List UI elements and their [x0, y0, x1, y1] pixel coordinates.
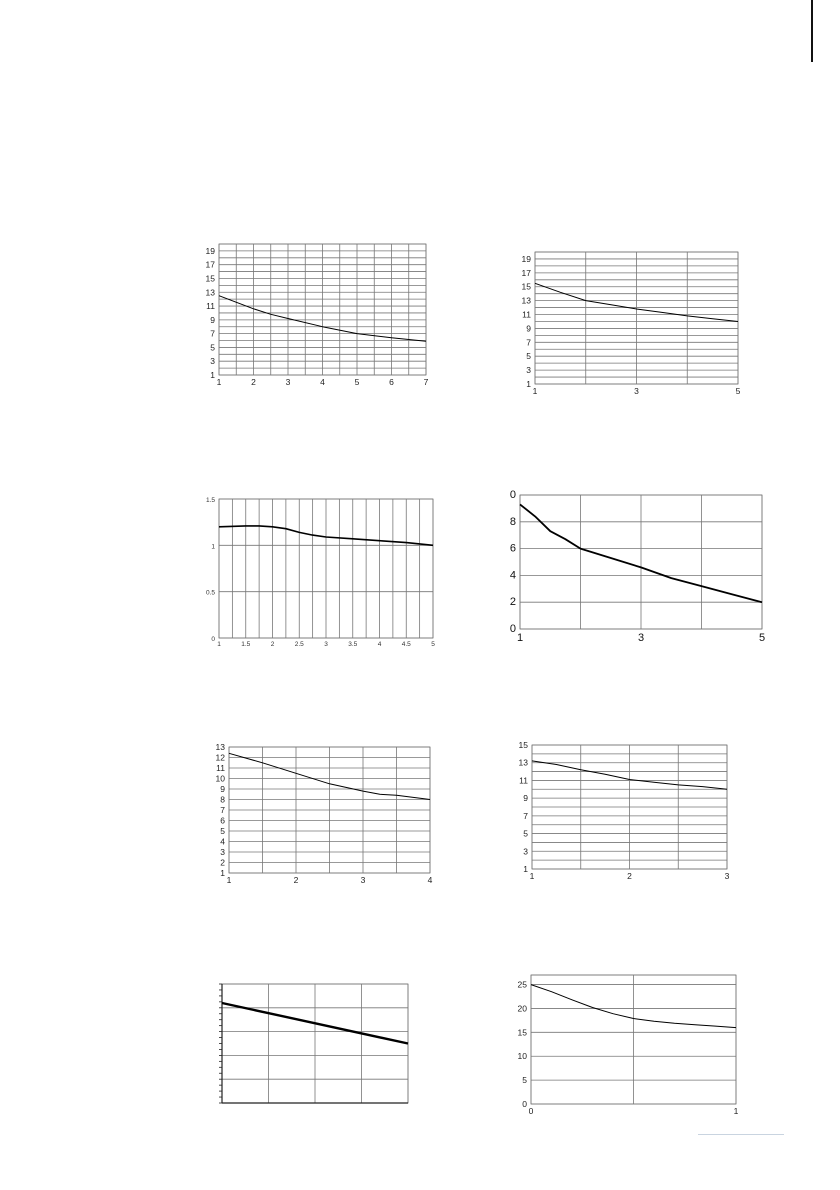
x-tick-label: 3 [360, 875, 366, 885]
footer-rule [698, 1134, 784, 1135]
x-tick-label: 2 [627, 871, 632, 881]
y-tick-label: 1 [220, 868, 225, 878]
x-tick-label: 1 [216, 377, 222, 387]
y-tick-label: 13 [215, 742, 225, 752]
y-tick-label: 25 [517, 979, 527, 990]
y-tick-label: 15 [517, 1027, 527, 1038]
y-tick-label: 9 [526, 323, 531, 334]
x-tick-label: 5 [735, 386, 741, 396]
x-tick-label: 2 [293, 875, 299, 885]
y-tick-label: 11 [522, 309, 531, 320]
y-tick-label: 9 [210, 314, 215, 325]
y-tick-label: 4 [509, 569, 516, 582]
y-tick-label: 3 [220, 847, 225, 857]
x-tick-label: 4.5 [401, 641, 411, 648]
x-tick-label: 1 [532, 386, 538, 396]
y-tick-label: 13 [205, 287, 215, 298]
y-tick-label: 6 [220, 815, 225, 826]
x-tick-label: 1.5 [241, 641, 251, 648]
y-tick-label: 0 [509, 623, 516, 635]
y-tick-label: 9 [220, 784, 225, 794]
x-tick-label: 2 [270, 641, 275, 648]
y-tick-label: 0 [509, 489, 516, 501]
y-tick-label: 17 [521, 267, 531, 278]
y-tick-label: 15 [518, 740, 528, 750]
x-tick-label: 6 [389, 377, 394, 387]
x-tick-label: 3 [724, 871, 730, 881]
x-tick-label: 3 [634, 386, 639, 396]
x-tick-label: 1 [733, 1106, 739, 1116]
x-tick-label: 3.5 [348, 641, 358, 648]
y-tick-label: 0 [211, 636, 215, 643]
y-tick-label: 7 [210, 328, 215, 339]
y-tick-label: 3 [526, 365, 531, 376]
y-tick-label: 1 [523, 864, 528, 874]
y-tick-label: 15 [205, 273, 215, 284]
y-tick-label: 13 [521, 295, 531, 306]
y-tick-label: 8 [220, 794, 225, 805]
x-tick-label: 1 [516, 632, 524, 644]
y-tick-label: 12 [215, 752, 225, 763]
y-tick-label: 4 [220, 836, 225, 847]
x-tick-label: 2 [251, 377, 256, 387]
y-tick-label: 17 [205, 259, 215, 270]
y-tick-label: 0 [522, 1099, 527, 1109]
y-tick-label: 11 [216, 763, 225, 773]
y-tick-label: 20 [517, 1003, 527, 1014]
y-tick-label: 6 [509, 542, 516, 555]
x-tick-label: 4 [320, 377, 325, 387]
y-tick-label: 5 [220, 826, 225, 836]
x-tick-label: 3 [285, 377, 291, 387]
y-tick-label: 1 [211, 543, 215, 551]
y-tick-label: 5 [523, 828, 528, 839]
y-tick-label: 10 [215, 773, 225, 784]
x-tick-label: 4 [377, 641, 382, 648]
y-tick-label: 11 [519, 775, 528, 786]
y-tick-label: 19 [205, 245, 215, 256]
y-tick-label: 3 [210, 356, 215, 367]
y-tick-label: 10 [517, 1051, 527, 1062]
x-tick-label: 3 [324, 641, 328, 648]
x-tick-label: 2.5 [294, 641, 304, 648]
y-tick-label: 7 [526, 337, 531, 348]
y-tick-label: 2 [220, 857, 225, 868]
y-tick-label: 11 [206, 301, 215, 312]
x-tick-label: 1 [529, 871, 535, 881]
y-tick-label: 8 [509, 515, 516, 528]
x-tick-label: 0 [528, 1106, 534, 1116]
y-tick-label: 3 [523, 846, 528, 857]
y-tick-label: 7 [220, 805, 225, 815]
y-tick-label: 5 [522, 1075, 527, 1086]
y-tick-label: 15 [521, 281, 531, 292]
y-tick-label: 5 [210, 342, 215, 353]
x-tick-label: 5 [758, 632, 766, 644]
y-tick-label: 1 [526, 379, 531, 389]
x-tick-label: 5 [354, 377, 360, 387]
x-tick-label: 4 [427, 875, 433, 885]
y-tick-label: 13 [518, 757, 528, 768]
x-tick-label: 1 [217, 641, 221, 648]
x-tick-label: 7 [423, 377, 429, 387]
x-tick-label: 3 [637, 632, 645, 644]
y-tick-label: 9 [523, 793, 528, 804]
y-tick-label: 5 [526, 351, 531, 362]
y-tick-label: 1 [210, 370, 215, 380]
x-tick-label: 5 [431, 641, 435, 648]
y-tick-label: 19 [521, 253, 531, 264]
y-tick-label: 2 [509, 596, 516, 609]
y-tick-label: 7 [523, 810, 528, 821]
x-tick-label: 1 [226, 875, 232, 885]
y-tick-label: 1.5 [205, 497, 215, 504]
y-tick-label: 0.5 [205, 589, 215, 597]
